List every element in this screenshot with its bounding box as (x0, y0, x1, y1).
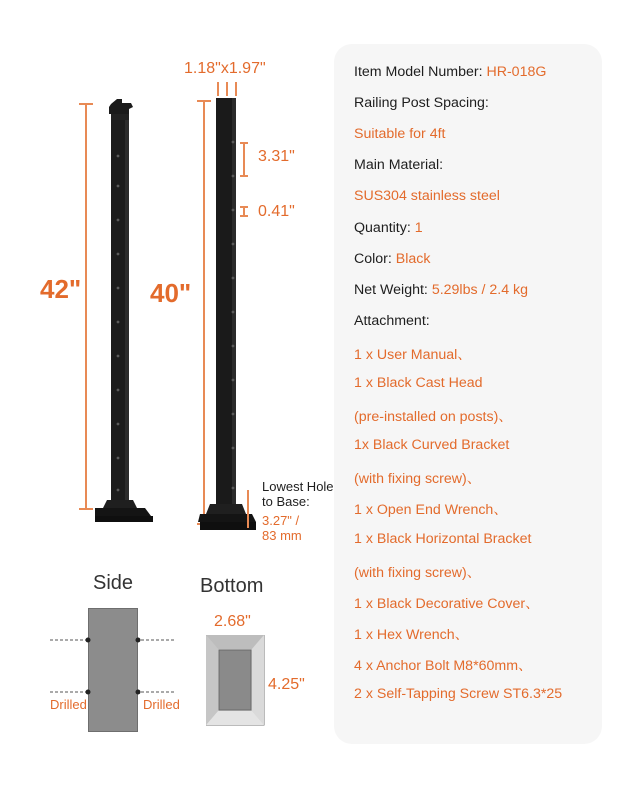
spec-line (354, 499, 508, 519)
spec-line (354, 282, 528, 298)
dimension-label-base-height: 4.25" (268, 676, 305, 693)
spec-value: 2 x Self-Tapping Screw ST6.3*25 (354, 686, 563, 702)
spec-label: Net Weight: (354, 281, 432, 298)
spec-line (354, 655, 532, 675)
spec-value: 1 x Hex Wrench、 (354, 626, 469, 643)
spec-line (354, 531, 531, 547)
post-without-head (196, 98, 258, 534)
dimension-label-top-size: 1.18"x1.97" (184, 60, 266, 77)
spec-value: 4 x Anchor Bolt M8*60mm、 (354, 657, 533, 674)
spec-line (354, 64, 546, 80)
spec-label: Attachment: (354, 312, 430, 329)
spec-value: 1 (414, 219, 423, 236)
spec-line (354, 95, 489, 111)
spec-value: 1 x Open End Wrench、 (354, 502, 508, 519)
spec-label: Item Model Number: (354, 64, 487, 80)
base-plate-bottom (206, 635, 266, 727)
drilled-label-right: Drilled (143, 697, 180, 712)
spec-label: Main Material: (354, 157, 444, 174)
spec-label: Railing Post Spacing: (354, 95, 489, 112)
spec-value: 1 x Black Decorative Cover、 (354, 595, 540, 612)
post-with-cast-head (95, 96, 155, 526)
spec-value: 1 x Black Cast Head (354, 375, 483, 391)
spec-line (354, 406, 513, 426)
spec-line (354, 313, 430, 329)
dimension-line-42 (85, 103, 87, 510)
spec-label: Quantity: (354, 219, 415, 236)
spec-value: HR-018G (486, 64, 547, 80)
spec-line (354, 220, 423, 236)
spec-value: 5.29lbs / 2.4 kg (431, 281, 529, 298)
spec-line (354, 624, 469, 644)
spec-label: Color: (354, 250, 396, 267)
spec-value: SUS304 stainless steel (354, 188, 500, 205)
drilled-label-left: Drilled (50, 697, 87, 712)
dimension-label-base-width: 2.68" (214, 613, 251, 630)
spec-line (354, 157, 443, 173)
spec-line (354, 126, 446, 142)
spec-value: (with fixing screw)、 (354, 471, 481, 488)
spec-value: 1 x Black Horizontal Bracket (354, 530, 532, 547)
spec-line (354, 437, 509, 453)
specification-card (334, 44, 602, 744)
spec-line (354, 375, 483, 391)
spec-line (354, 593, 539, 613)
spec-line (354, 562, 481, 582)
spec-value: Suitable for 4ft (354, 126, 446, 143)
spec-line (354, 344, 471, 364)
spec-line (354, 251, 431, 267)
spec-value: (pre-installed on posts)、 (354, 409, 513, 426)
bottom-view-title: Bottom (200, 575, 264, 597)
dimension-label-hole-spacing: 3.31" (258, 148, 295, 165)
spec-value: 1 x User Manual、 (354, 346, 472, 363)
dimension-label-40: 40" (150, 276, 191, 311)
spec-value: Black (395, 250, 431, 267)
spec-line (354, 468, 481, 488)
lowest-hole-value: 3.27" / 83 mm (262, 513, 302, 543)
side-view-title: Side (93, 572, 134, 594)
spec-value: 1x Black Curved Bracket (354, 437, 510, 454)
lowest-hole-label: Lowest Hole to Base: (262, 479, 334, 509)
dimension-label-42: 42" (40, 272, 81, 307)
dimension-label-hole-diameter: 0.41" (258, 203, 295, 220)
spec-value: (with fixing screw)、 (354, 564, 481, 581)
spec-line (354, 188, 500, 204)
spec-line (354, 686, 562, 702)
